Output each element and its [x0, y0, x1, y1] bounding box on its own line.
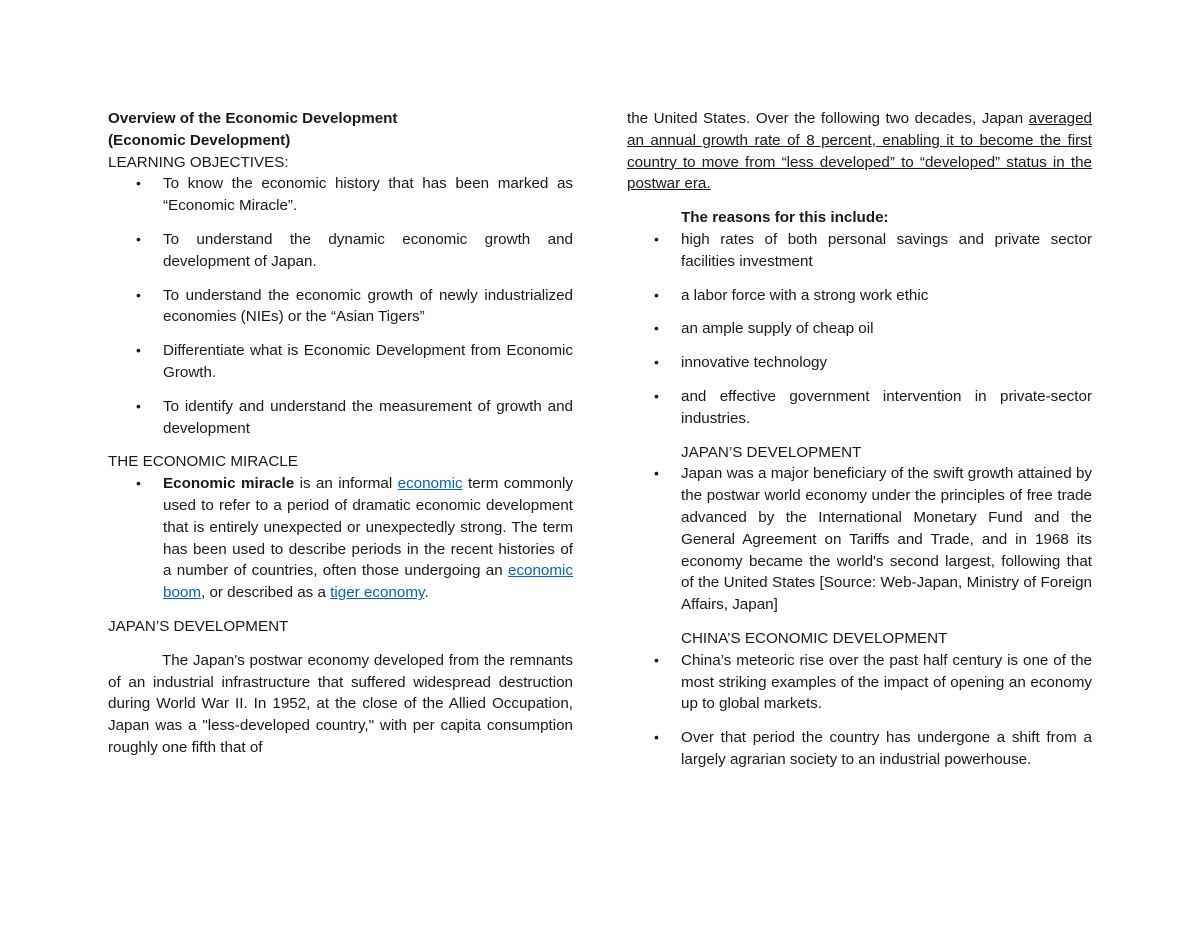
bullet-icon: •	[136, 175, 141, 192]
miracle-heading: THE ECONOMIC MIRACLE	[108, 453, 298, 471]
bullet-icon: •	[136, 342, 141, 359]
china-list	[627, 650, 1092, 771]
document-title: Overview of the Economic Development	[108, 110, 398, 127]
list-item: • innovative technology	[627, 352, 1092, 374]
tiger-economy-link[interactable]: tiger economy	[330, 584, 425, 602]
economic-link[interactable]: economic	[397, 475, 463, 493]
bullet-icon: •	[136, 475, 141, 492]
list-item: • To understand the dynamic economic growth and development of Japan.	[136, 230, 573, 270]
list-item: • a labor force with a strong work ethic	[627, 285, 1092, 307]
list-item: • Differentiate what is Economic Development from Economic Growth.	[136, 342, 573, 381]
list-item: • China’s meteoric rise over the past half century is one of the most striking examples of the impact of opening an economy up to global markets.	[654, 651, 1092, 713]
list-item: • To know the economic history that has been marked as “Economic Miracle”.	[136, 175, 573, 215]
list-item: • Over that period the country has undergone a shift from a largely agrarian society to an industrial powerhouse.	[654, 729, 1092, 768]
japan-paragraph: The Japan's postwar economy developed from the remnants of an industrial infrastructure that suffered widespread destruction during World War II. In 1952, at the close of the Allied Occupation, Japan was a "less-developed country," with per capita consumption roughly one fifth that of	[108, 651, 573, 756]
economic-boom-link[interactable]: economic boom	[163, 562, 573, 602]
bullet-icon: •	[136, 397, 141, 414]
bullet-icon: •	[654, 230, 659, 247]
bullet-icon: •	[654, 354, 659, 371]
list-item: • Japan was a major beneficiary of the swift growth attained by the postwar world economy under the principles of free trade advanced by the International Monetary Fund and the General Agreement on Tariffs and Trade, and in 1968 its economy became the world's second largest, following that of the United States [Source: Web-Japan, Ministry of Foreign Affairs, Japan]	[654, 465, 1092, 614]
bullet-icon: •	[654, 651, 659, 668]
objectives-heading: LEARNING OBJECTIVES:	[108, 153, 289, 171]
japan-list	[627, 463, 1092, 616]
china-development-heading: CHINA’S ECONOMIC DEVELOPMENT	[681, 629, 948, 647]
left-column	[108, 108, 573, 759]
document-subtitle: (Economic Development)	[108, 131, 291, 149]
right-column	[627, 108, 1092, 783]
bullet-icon: •	[136, 230, 141, 247]
objectives-list	[108, 173, 573, 439]
bullet-icon: •	[654, 729, 659, 746]
miracle-list	[108, 473, 573, 604]
list-item: • high rates of both personal savings and private sector facilities investment	[654, 230, 1092, 270]
bullet-icon: •	[654, 320, 659, 337]
list-item: • To understand the economic growth of newly industrialized economies (NIEs) or the “Asian Tigers”	[136, 286, 573, 326]
bullet-icon: •	[136, 286, 141, 303]
japan-paragraph-continued: the United States. Over the following two decades, Japan averaged an annual growth rate of 8 percent, enabling it to become the first country to move from “less developed” to “developed” status in the postwar era.	[627, 110, 1092, 193]
list-item: • an ample supply of cheap oil	[627, 318, 1092, 340]
list-item: • Economic miracle is an informal economic term commonly used to refer to a period of dramatic economic development that is entirely unexpected or unexpectedly strong. The term has been used to describe periods in the recent histories of a number of countries, often those undergoing an economic boom, or described as a tiger economy.	[136, 475, 573, 602]
bullet-icon: •	[654, 286, 659, 303]
reasons-list	[627, 229, 1092, 430]
bullet-icon: •	[654, 465, 659, 482]
list-item: • To identify and understand the measurement of growth and development	[136, 397, 573, 437]
japan-development-heading-2: JAPAN’S DEVELOPMENT	[681, 443, 862, 461]
economic-miracle-term: Economic miracle	[163, 475, 295, 493]
japan-development-heading: JAPAN’S DEVELOPMENT	[108, 617, 289, 635]
reasons-heading: The reasons for this include:	[681, 209, 889, 227]
list-item: • and effective government intervention in private-sector industries.	[654, 387, 1092, 427]
growth-highlight: averaged an annual growth rate of 8 percent, enabling it to become the first country to move from “less developed” to “developed” status in the postwar era.	[627, 110, 1092, 193]
bullet-icon: •	[654, 387, 659, 404]
